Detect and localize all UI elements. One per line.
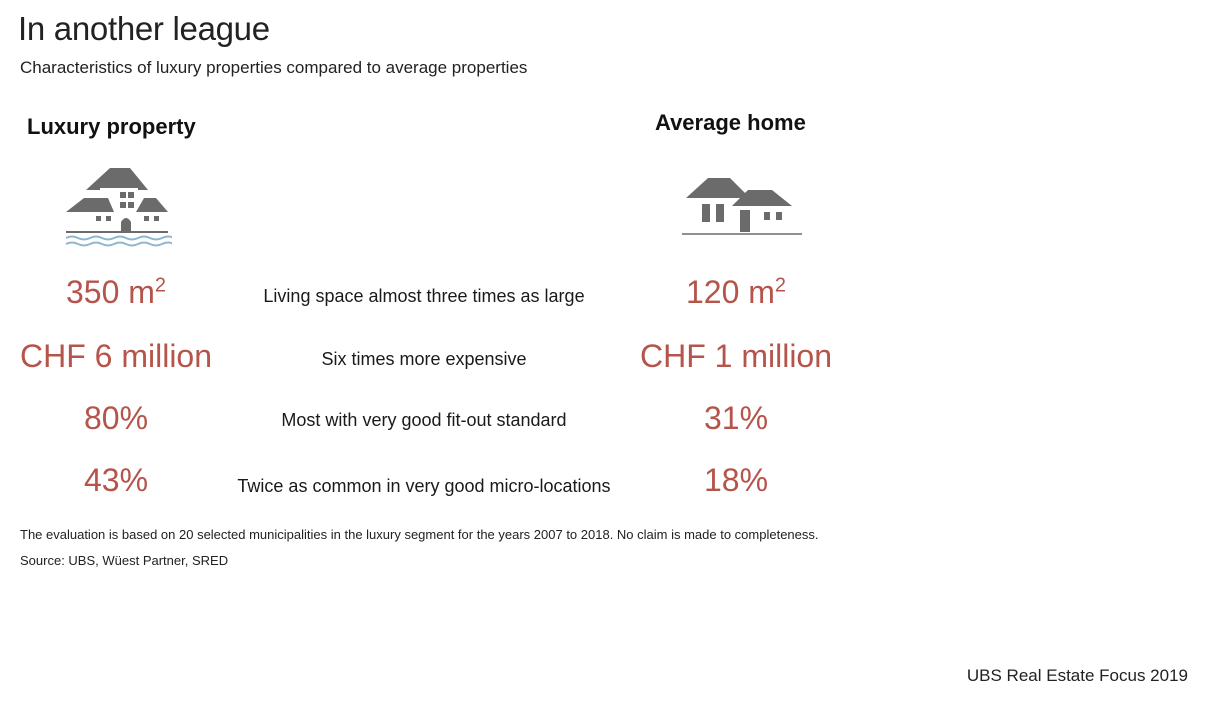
luxury-house-icon (60, 162, 172, 252)
luxury-price-value: CHF 6 million (19, 338, 213, 374)
luxury-fitout-value: 80% (83, 400, 149, 436)
average-micro-location-value: 18% (703, 462, 769, 498)
page-subtitle: Characteristics of luxury properties compared to average properties (20, 58, 528, 77)
luxury-column-heading: Luxury property (27, 114, 196, 139)
average-price-value: CHF 1 million (639, 338, 833, 374)
row-description: Six times more expensive (321, 349, 527, 369)
row-description: Most with very good fit-out standard (281, 410, 567, 430)
footnote: The evaluation is based on 20 selected municipalities in the luxury segment for the years 2007 to 2018. No claim is made to completeness. (20, 527, 819, 542)
source-note: Source: UBS, Wüest Partner, SRED (20, 553, 229, 568)
house-icon (680, 172, 806, 240)
luxury-micro-location-value: 43% (83, 462, 149, 498)
page-title: In another league (18, 10, 270, 47)
average-living-space-value: 120 $m^2$ (685, 274, 787, 310)
average-column-heading: Average home (655, 110, 806, 135)
footer-publication: UBS Real Estate Focus 2019 (966, 666, 1188, 685)
row-description: Twice as common in very good micro-locations (237, 476, 611, 496)
row-description: Living space almost three times as large (263, 286, 585, 306)
luxury-living-space-value: 350 $m^2$ (65, 274, 167, 310)
average-fitout-value: 31% (703, 400, 769, 436)
